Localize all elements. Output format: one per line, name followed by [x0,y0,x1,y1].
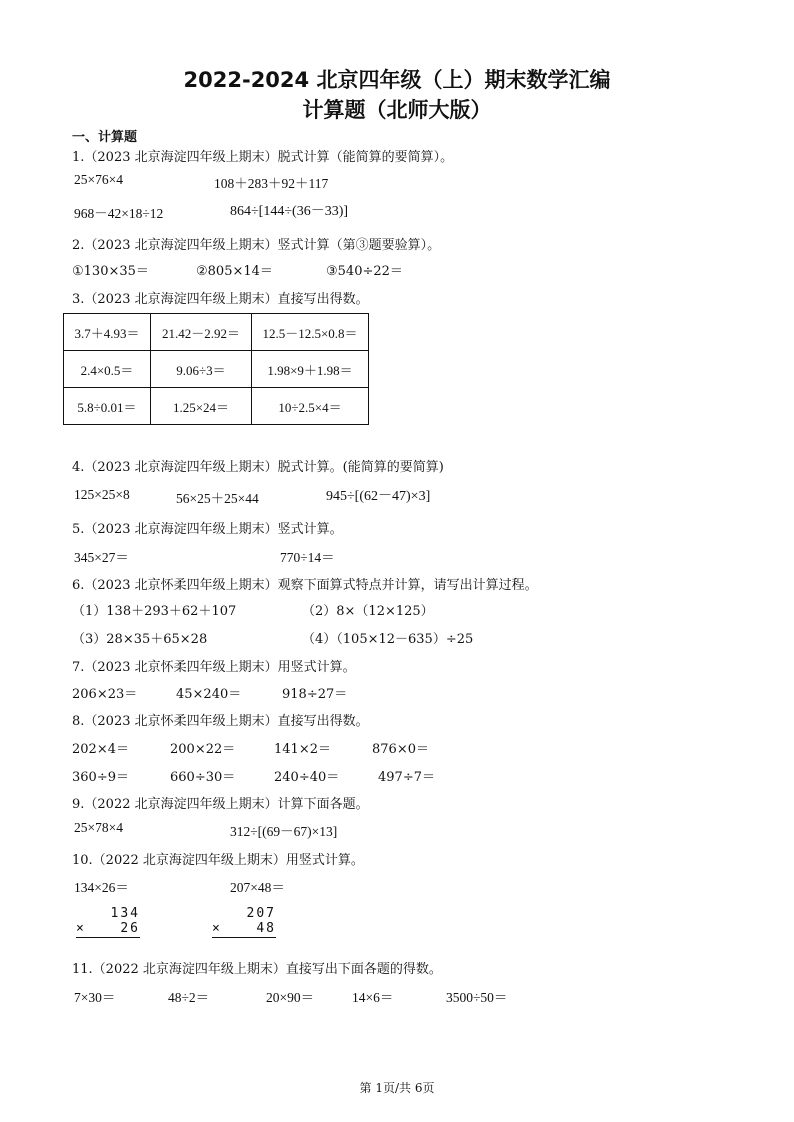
table-row [64,388,369,425]
vertical-multiplication-2 [212,906,276,938]
q3-table [63,313,369,425]
q11-prompt: 11.（2022 北京海淀四年级上期末）直接写出下面各题的得数。 [72,962,442,977]
page-title: 2022-2024 北京四年级（上）期末数学汇编 [183,68,611,92]
q7-item-3: 918÷27＝ [282,687,348,702]
q10-prompt: 10.（2022 北京海淀四年级上期末）用竖式计算。 [72,853,364,868]
table-cell: 9.06÷3＝ [151,351,252,388]
q2-item-2: ②805×14＝ [196,264,273,279]
q2-item-1: ①130×35＝ [72,264,149,279]
q4-prompt: 4.（2023 北京海淀四年级上期末）脱式计算。(能简算的要简算) [72,460,444,475]
multiply-sign: × [212,921,222,936]
q8-item-1: 202×4＝ [72,742,129,757]
q1-item-4: 864÷[144÷(36－33)] [230,204,349,219]
q1-item-2: 108＋283＋92＋117 [214,176,329,191]
table-cell: 21.42－2.92＝ [151,314,252,351]
q9-item-2: 312÷[(69－67)×13] [230,824,338,839]
q8-item-6: 660÷30＝ [170,770,236,785]
q5-item-1: 345×27＝ [74,550,129,565]
vertical-bottom-number: 26 [120,921,140,936]
q6-item-1: （1）138＋293＋62＋107 [72,604,237,619]
q1-item-1: 25×76×4 [74,172,123,187]
table-cell: 3.7＋4.93＝ [64,314,151,351]
q9-item-1: 25×78×4 [74,820,123,835]
table-row [64,314,369,351]
q11-item-5: 3500÷50＝ [446,990,508,1005]
q8-item-2: 200×22＝ [170,742,236,757]
q8-item-7: 240÷40＝ [274,770,340,785]
multiply-sign: × [76,921,86,936]
q3-prompt: 3.（2023 北京海淀四年级上期末）直接写出得数。 [72,292,369,307]
q11-item-1: 7×30＝ [74,990,116,1005]
q2-item-3: ③540÷22＝ [326,264,403,279]
q7-item-2: 45×240＝ [176,687,242,702]
q8-item-3: 141×2＝ [274,742,331,757]
q8-item-4: 876×0＝ [372,742,429,757]
page-number: 第 1页/共 6页 [359,1081,435,1095]
q10-item-1: 134×26＝ [74,880,129,895]
q8-prompt: 8.（2023 北京怀柔四年级上期末）直接写出得数。 [72,714,369,729]
q11-item-4: 14×6＝ [352,990,394,1005]
q6-item-2: （2）8×（12×125） [302,604,434,619]
q7-item-1: 206×23＝ [72,687,138,702]
table-cell: 2.4×0.5＝ [64,351,151,388]
q5-prompt: 5.（2023 北京海淀四年级上期末）竖式计算。 [72,522,343,537]
q9-prompt: 9.（2022 北京海淀四年级上期末）计算下面各题。 [72,797,369,812]
table-cell: 10÷2.5×4＝ [252,388,369,425]
q8-item-8: 497÷7＝ [378,770,435,785]
q4-item-3: 945÷[(62－47)×3] [326,489,431,504]
q5-item-2: 770÷14＝ [280,550,335,565]
table-cell: 1.98×9＋1.98＝ [252,351,369,388]
table-row [64,351,369,388]
section-heading: 一、计算题 [72,130,138,145]
q4-item-2: 56×25＋25×44 [176,491,259,506]
vertical-top-number: 134 [110,906,140,921]
table-cell: 5.8÷0.01＝ [64,388,151,425]
vertical-bottom-number: 48 [256,921,276,936]
q2-prompt: 2.（2023 北京海淀四年级上期末）竖式计算（第③题要验算）。 [72,238,441,253]
q1-prompt: 1.（2023 北京海淀四年级上期末）脱式计算（能简算的要简算）。 [72,150,454,165]
q1-item-3: 968－42×18÷12 [74,206,164,221]
q8-item-5: 360÷9＝ [72,770,129,785]
table-cell: 1.25×24＝ [151,388,252,425]
vertical-top-number: 207 [246,906,276,921]
q4-item-1: 125×25×8 [74,487,130,502]
q11-item-2: 48÷2＝ [168,990,210,1005]
page-subtitle: 计算题（北师大版） [302,98,492,122]
q6-prompt: 6.（2023 北京怀柔四年级上期末）观察下面算式特点并计算，请写出计算过程。 [72,578,538,593]
q6-item-4: （4）（105×12－635）÷25 [302,632,474,647]
table-cell: 12.5－12.5×0.8＝ [252,314,369,351]
q7-prompt: 7.（2023 北京怀柔四年级上期末）用竖式计算。 [72,660,356,675]
q6-item-3: （3）28×35＋65×28 [72,632,208,647]
vertical-multiplication-1 [76,906,140,938]
vertical-bottom-row [76,921,140,938]
q10-item-2: 207×48＝ [230,880,285,895]
q11-item-3: 20×90＝ [266,990,315,1005]
vertical-bottom-row [212,921,276,938]
